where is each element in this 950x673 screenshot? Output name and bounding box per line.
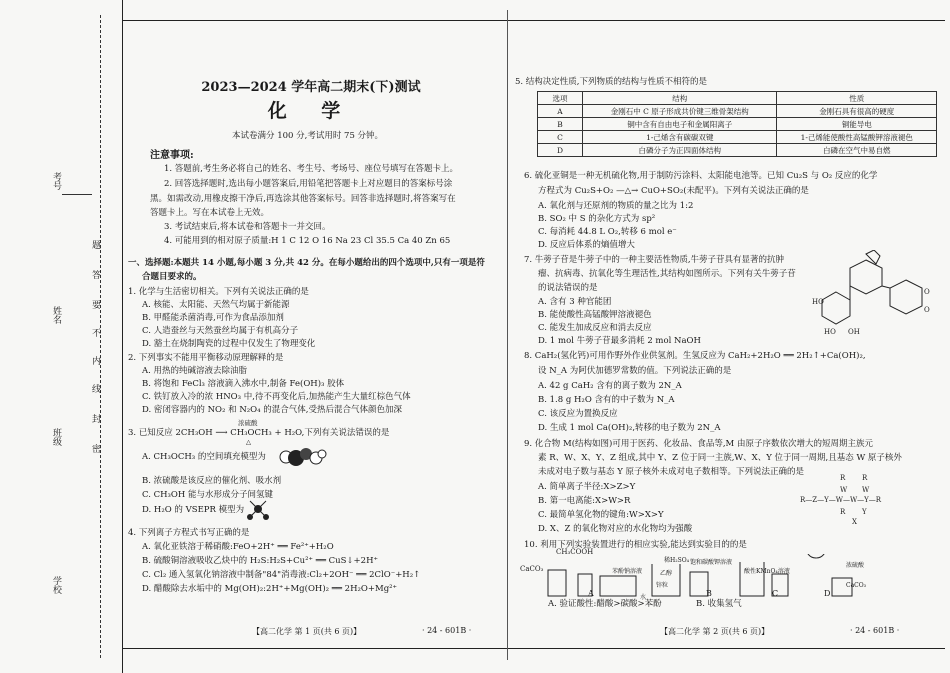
q8-option-a: A. 42 g CaH₂ 含有的离子数为 2N_A (538, 381, 682, 391)
q2-option-b: B. 将饱和 FeCl₃ 溶液滴入沸水中,制备 Fe(OH)₃ 胶体 (142, 379, 345, 389)
q8-line1: 8. CaH₂(氢化钙)可用作野外作业供氢剂。生氢反应为 CaH₂+2H₂O ══ 2H₂↑+Ca(OH)₂, (524, 351, 866, 361)
svg-text:HO: HO (812, 298, 824, 306)
table-cell: A (538, 105, 583, 118)
q1-option-a: A. 核能、太阳能、天然气均属于新能源 (142, 300, 290, 310)
exam-no-label: 考号 (51, 172, 61, 190)
svg-text:O: O (924, 306, 930, 314)
table-header-cell: 选项 (538, 92, 583, 105)
q6-line1: 6. 硫化亚铜是一种无机硫化物,用于制防污涂料、太阳能电池等。已知 Cu₂S 与 O₂ 反应的化学 (524, 171, 878, 181)
table-row (538, 144, 937, 157)
note-line: 3. 考试结束后,将本试卷和答题卡一并交回。 (164, 222, 331, 232)
exam-no-line (62, 194, 92, 195)
table-cell: 铜能导电 (777, 118, 937, 131)
svg-text:O: O (924, 288, 930, 296)
q7-line2: 瘤、抗病毒、抗氧化等生理活性,其结构如图所示。下列有关牛蒡子苷 (538, 269, 796, 279)
section-heading: 一、选择题:本题共 14 小题,每小题 3 分,共 42 分。在每小题给出的四个选项中,只有一项是符 (128, 258, 485, 268)
footer-page-label: 【高二化学 第 1 页(共 6 页)】 (252, 627, 362, 636)
q9-line3: 未成对电子数与基态 Y 原子核外未成对电子数相等。下列说法正确的是 (538, 467, 805, 477)
svg-text:W: W (862, 486, 870, 494)
q2-option-d: D. 密闭容器内的 NO₂ 和 N₂O₄ 的混合气体,受热后混合气体颜色加深 (142, 405, 402, 415)
svg-text:W: W (840, 486, 848, 494)
q6-line2: 方程式为 Cu₂S+O₂ —△→ CuO+SO₂(未配平)。下列有关说法正确的是 (538, 186, 809, 196)
q3-stem: 3. 已知反应 2CH₃OH ⟶ CH₃OCH₃ + H₂O,下列有关说法错误的是 (128, 428, 390, 438)
label-caco3: CaCO₃ (520, 565, 544, 573)
arctiin-structure (806, 250, 941, 338)
label-zn: 锌粒 (656, 582, 669, 589)
q1-option-c: C. 人造蚕丝与天然蚕丝均属于有机高分子 (142, 326, 299, 336)
q6-option-c: C. 每消耗 44.8 L O₂,转移 6 mol e⁻ (538, 227, 677, 237)
q1-stem: 1. 化学与生活密切相关。下列有关说法正确的是 (128, 287, 309, 297)
label-ethanol: 乙醇 (660, 570, 673, 577)
q3-option-d: D. H₂O 的 VSEPR 模型为 (142, 505, 245, 515)
label-h2so4: 稀H₂SO₄ (664, 557, 690, 564)
q4-option-c: C. Cl₂ 通入氢氧化钠溶液中制备"84"消毒液:Cl₂+2OH⁻ ══ 2ClO⁻+H₂↑ (142, 570, 421, 580)
table-header-cell: 性质 (777, 92, 937, 105)
table-cell: 1-己烯含有碳碳双键 (583, 131, 777, 144)
svg-text:OH: OH (848, 328, 860, 336)
q10-caption-a: A. 验证酸性:醋酸>碳酸>苯酚 (548, 599, 662, 609)
q6-option-b: B. SO₂ 中 S 的杂化方式为 sp² (538, 214, 656, 224)
label-conc: 浓硫酸 (846, 562, 865, 569)
glucose-ring (822, 292, 850, 324)
q9-line1: 9. 化合物 M(结构如图)可用于医药、化妆品、食品等,M 由原子序数依次增大的短周期主族元 (524, 439, 873, 449)
class-label: 班级 (51, 428, 61, 446)
seal-char: 不 (92, 329, 102, 339)
q4-option-a: A. 氧化亚铁溶于稀硝酸:FeO+2H⁺ ══ Fe²⁺+H₂O (142, 542, 334, 552)
left-column (122, 0, 500, 673)
seal-char: 题 (92, 241, 102, 251)
q9-option-b: B. 第一电离能:X>W>R (538, 496, 631, 506)
label-c: C (772, 589, 779, 598)
q3-condition-bottom: △ (246, 438, 251, 446)
svg-text:Y: Y (862, 508, 867, 516)
benzene-ring (890, 280, 922, 314)
q7-option-d: D. 1 mol 牛蒡子苷最多消耗 2 mol NaOH (538, 336, 701, 346)
svg-text:HO: HO (824, 328, 836, 336)
q6-option-a: A. 氧化剂与还原剂的物质的量之比为 1:2 (538, 201, 694, 211)
svg-text:R: R (840, 508, 846, 516)
svg-text:R: R (862, 474, 868, 482)
q3-option-b: B. 浓硫酸是该反应的催化剂、吸水剂 (142, 476, 282, 486)
q7-option-a: A. 含有 3 种官能团 (538, 297, 612, 307)
q1-option-d: D. 豁土在烧制陶瓷的过程中仅发生了物理变化 (142, 339, 316, 349)
label-water: 水 (640, 594, 647, 601)
svg-text:R—Z—Y—W—W—Y—R: R—Z—Y—W—W—Y—R (800, 496, 882, 504)
q8-line2: 设 N_A 为阿伏加德罗常数的值。下列说法正确的是 (538, 366, 732, 376)
q5-table (537, 91, 937, 157)
q6-option-d: D. 反应后体系的熵值增大 (538, 240, 635, 250)
model-atom (247, 514, 253, 520)
round-flask (806, 554, 826, 558)
q9-line2: 素 R、W、X、Y、Z 组成,其中 Y、Z 位于同一主族,W、X、Y 位于同一周期,且基态 W 原子核外 (538, 453, 902, 463)
q4-option-d: D. 醋酸除去水垢中的 Mg(OH)₂:2H⁺+Mg(OH)₂ ══ 2H₂O+Mg²⁺ (142, 584, 398, 594)
table-cell: 白磷在空气中易自燃 (777, 144, 937, 157)
table-header-cell: 结构 (583, 92, 777, 105)
section-heading-cont: 合题目要求的。 (142, 272, 202, 282)
q2-stem: 2. 下列事实不能用平衡移动原理解释的是 (128, 353, 284, 363)
footer-code: · 24 - 601B · (422, 626, 472, 635)
table-row (538, 105, 937, 118)
q7-line1: 7. 牛蒡子苷是牛蒡子中的一种主要活性物质,牛蒡子苷具有显著的抗肿 (524, 255, 785, 265)
table-cell: 白磷分子为正四面体结构 (583, 144, 777, 157)
seal-char: 封 (92, 415, 102, 425)
seal-char: 密 (92, 445, 102, 455)
footer-code: · 24 - 601B · (850, 626, 900, 635)
table-cell: 铜中含有自由电子和金属阳离子 (583, 118, 777, 131)
q3-condition-top: 浓硫酸 (238, 419, 258, 427)
footer-page-label: 【高二化学 第 2 页(共 6 页)】 (660, 627, 770, 636)
model-atom (318, 450, 326, 458)
q9-option-a: A. 简单离子半径:X>Z>Y (538, 482, 636, 492)
notes-heading: 注意事项: (150, 150, 194, 161)
q4-option-b: B. 硫酸铜溶液吸收乙炔中的 H₂S:H₂S+Cu²⁺ ══ CuS↓+2H⁺ (142, 556, 378, 566)
benzene-ring (850, 260, 882, 294)
q1-option-b: B. 甲醛能杀菌消毒,可作为食品添加剂 (142, 313, 284, 323)
q10-stem: 10. 利用下列实验装置进行的相应实验,能达到实验目的的是 (524, 540, 747, 550)
note-line: 1. 答题前,考生务必将自己的姓名、考生号、考场号、座位号填写在答题卡上。 (164, 164, 459, 174)
note-line: 黑。如需改动,用橡皮擦干净后,再选涂其他答案标号。回答非选择题时,将答案写在 (150, 194, 456, 204)
table-cell: 1-己烯能使酸性高锰酸钾溶液褪色 (777, 131, 937, 144)
q2-option-c: C. 铁钉放入冷的浓 HNO₃ 中,待不再变化后,加热能产生大量红棕色气体 (142, 392, 411, 402)
q5-stem: 5. 结构决定性质,下列物质的结构与性质不相符的是 (515, 77, 708, 87)
svg-text:X: X (852, 518, 857, 526)
table-row (538, 118, 937, 131)
flask (548, 570, 566, 596)
label-d: D (824, 589, 831, 598)
note-line: 答题卡上。写在本试卷上无效。 (150, 208, 270, 218)
q7-option-b: B. 能使酸性高锰酸钾溶液褪色 (538, 310, 652, 320)
seal-char: 要 (92, 301, 102, 311)
lactone-ring (866, 250, 880, 264)
q8-option-c: C. 该反应为置换反应 (538, 409, 618, 419)
table-header-row (538, 92, 937, 105)
label-phenol: 苯酚钠溶液 (612, 568, 643, 575)
q3-option-c: C. CH₃OH 能与水形成分子间氢键 (142, 490, 274, 500)
beaker (600, 576, 636, 596)
column-separator (507, 10, 508, 660)
name-label: 姓名 (51, 306, 61, 324)
space-filling-model (272, 444, 332, 468)
seal-char: 答 (92, 271, 102, 281)
note-line: 2. 回答选择题时,选出每小题答案后,用铅笔把答题卡上对应题目的答案标号涂 (164, 179, 453, 189)
note-line: 4. 可能用到的相对原子质量:H 1 C 12 O 16 Na 23 Cl 35.5 Ca 40 Zn 65 (164, 236, 451, 246)
binding-margin (0, 0, 123, 673)
q8-option-b: B. 1.8 g H₂O 含有的中子数为 N_A (538, 395, 675, 405)
label-a: A (588, 589, 594, 598)
q7-option-c: C. 能发生加成反应和消去反应 (538, 323, 652, 333)
label-potash: 饱和碳酸钾溶液 (690, 559, 733, 566)
table-row (538, 131, 937, 144)
table-cell: C (538, 131, 583, 144)
label-kmno4: 酸性KMnO₄溶液 (744, 568, 790, 575)
table-cell: B (538, 118, 583, 131)
exam-title: 2023—2024 学年高二期末(下)测试 (201, 80, 421, 95)
q3-option-a: A. CH₃OCH₃ 的空间填充模型为 (142, 452, 266, 462)
subject-title: 化 学 (267, 100, 355, 122)
label-caco3b: CaCO₃ (846, 582, 867, 589)
q2-option-a: A. 用热的纯碱溶液去除油脂 (142, 366, 248, 376)
q9-option-c: C. 最简单氢化物的键角:W>X>Y (538, 510, 664, 520)
label-ch3cooh: CH₃COOH (556, 548, 594, 556)
table-cell: 金刚石具有很高的硬度 (777, 105, 937, 118)
exam-info: 本试卷满分 100 分,考试用时 75 分钟。 (232, 131, 384, 141)
q10-caption-b: B. 收集氢气 (696, 599, 742, 609)
q8-option-d: D. 生成 1 mol Ca(OH)₂,转移的电子数为 2N_A (538, 423, 721, 433)
seal-char: 线 (92, 385, 102, 395)
table-cell: D (538, 144, 583, 157)
q7-line3: 的说法错误的是 (538, 283, 598, 293)
vsepr-model (244, 497, 272, 521)
q9-option-d: D. X、Z 的氧化物对应的水化物均为强酸 (538, 524, 693, 534)
svg-text:R: R (840, 474, 846, 482)
q4-stem: 4. 下列离子方程式书写正确的是 (128, 528, 250, 538)
label-b: B (706, 589, 712, 598)
seal-char: 内 (92, 357, 102, 367)
model-atom (254, 505, 262, 513)
model-atom (263, 514, 269, 520)
table-cell: 金刚石中 C 原子形成共价键三维骨架结构 (583, 105, 777, 118)
compound-m-structure (798, 470, 938, 526)
school-label: 学校 (51, 576, 61, 594)
